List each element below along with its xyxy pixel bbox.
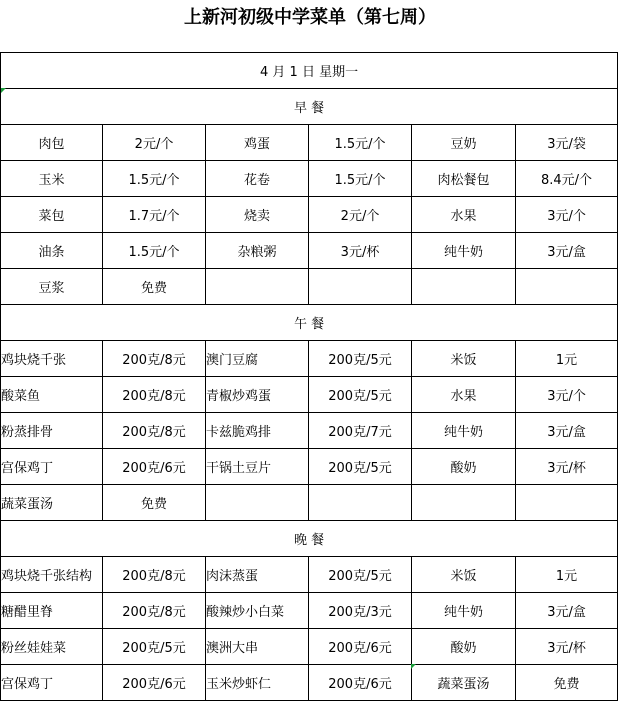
dish-name-cell: 粉蒸排骨	[1, 413, 103, 449]
dish-name-cell: 米饭	[412, 557, 516, 593]
dinner-heading: 晚 餐	[1, 521, 618, 557]
dish-name-cell: 鸡蛋	[206, 125, 309, 161]
dish-name-cell: 玉米	[1, 161, 103, 197]
dish-price-cell: 3元/个	[516, 197, 618, 233]
dish-name-cell: 鸡块烧千张结构	[1, 557, 103, 593]
dish-name-cell: 油条	[1, 233, 103, 269]
dinner-menu-row	[1, 557, 618, 593]
dish-name-cell: 纯牛奶	[412, 233, 516, 269]
dish-price-cell: 3元/盒	[516, 593, 618, 629]
lunch-menu-row	[1, 485, 618, 521]
cell-comment-marker	[411, 664, 416, 669]
dish-price-cell: 200克/7元	[309, 413, 412, 449]
lunch-menu-row	[1, 449, 618, 485]
dinner-heading-row	[1, 521, 618, 557]
dish-name-cell: 纯牛奶	[412, 593, 516, 629]
breakfast-menu-row	[1, 125, 618, 161]
dish-price-cell	[516, 269, 618, 305]
dinner-menu-row	[1, 593, 618, 629]
breakfast-heading-row	[1, 89, 618, 125]
dish-name-cell: 宫保鸡丁	[1, 665, 103, 701]
dinner-menu-row	[1, 629, 618, 665]
dish-price-cell: 1.5元/个	[309, 161, 412, 197]
dish-price-cell: 2元/个	[309, 197, 412, 233]
dish-price-cell: 200克/5元	[103, 629, 206, 665]
breakfast-menu-row	[1, 161, 618, 197]
dish-price-cell: 200克/8元	[103, 377, 206, 413]
lunch-menu-row	[1, 341, 618, 377]
dish-price-cell: 200克/5元	[309, 377, 412, 413]
dish-name-cell: 米饭	[412, 341, 516, 377]
breakfast-menu-row	[1, 197, 618, 233]
lunch-heading: 午 餐	[1, 305, 618, 341]
menu-table	[0, 52, 618, 701]
cell-comment-marker	[1, 88, 6, 93]
dish-price-cell: 200克/5元	[309, 557, 412, 593]
dinner-menu-row	[1, 665, 618, 701]
dish-price-cell: 200克/5元	[309, 341, 412, 377]
dish-name-cell	[412, 269, 516, 305]
dish-price-cell: 3元/盒	[516, 413, 618, 449]
dish-price-cell: 200克/6元	[103, 449, 206, 485]
dish-price-cell: 200克/3元	[309, 593, 412, 629]
dish-price-cell: 1元	[516, 341, 618, 377]
dish-name-cell: 烧卖	[206, 197, 309, 233]
dish-price-cell: 3元/盒	[516, 233, 618, 269]
dish-name-cell: 蔬菜蛋汤	[1, 485, 103, 521]
breakfast-heading: 早 餐	[1, 89, 618, 125]
dish-name-cell: 肉松餐包	[412, 161, 516, 197]
dish-price-cell: 3元/杯	[516, 449, 618, 485]
dish-price-cell: 1.7元/个	[103, 197, 206, 233]
dish-price-cell	[309, 269, 412, 305]
dish-name-cell: 菜包	[1, 197, 103, 233]
dish-name-cell: 豆奶	[412, 125, 516, 161]
dish-price-cell: 2元/个	[103, 125, 206, 161]
dish-name-cell: 宫保鸡丁	[1, 449, 103, 485]
lunch-heading-row	[1, 305, 618, 341]
dish-name-cell: 酸奶	[412, 629, 516, 665]
dish-price-cell: 200克/8元	[103, 593, 206, 629]
breakfast-menu-row	[1, 269, 618, 305]
dish-price-cell	[309, 485, 412, 521]
lunch-menu-row	[1, 377, 618, 413]
dish-price-cell: 免费	[103, 269, 206, 305]
dish-name-cell: 卡兹脆鸡排	[206, 413, 309, 449]
date-heading-row	[1, 53, 618, 89]
dish-name-cell: 花卷	[206, 161, 309, 197]
dish-name-cell: 酸奶	[412, 449, 516, 485]
dish-price-cell: 3元/袋	[516, 125, 618, 161]
dish-price-cell: 200克/6元	[309, 629, 412, 665]
dish-name-cell: 青椒炒鸡蛋	[206, 377, 309, 413]
dish-name-cell: 糖醋里脊	[1, 593, 103, 629]
dish-name-cell: 水果	[412, 197, 516, 233]
breakfast-menu-row	[1, 233, 618, 269]
dish-price-cell: 免费	[103, 485, 206, 521]
lunch-menu-row	[1, 413, 618, 449]
dish-name-cell: 澳门豆腐	[206, 341, 309, 377]
menu-title: 上新河初级中学菜单（第七周）	[184, 7, 436, 28]
dish-name-cell: 肉包	[1, 125, 103, 161]
dish-name-cell: 干锅土豆片	[206, 449, 309, 485]
dish-name-cell: 澳洲大串	[206, 629, 309, 665]
dish-price-cell: 3元/个	[516, 377, 618, 413]
dish-price-cell: 8.4元/个	[516, 161, 618, 197]
dish-price-cell: 1.5元/个	[309, 125, 412, 161]
dish-price-cell: 200克/6元	[309, 665, 412, 701]
dish-name-cell: 肉沫蒸蛋	[206, 557, 309, 593]
dish-name-cell	[412, 485, 516, 521]
date-heading: 4 月 1 日 星期一	[1, 53, 618, 89]
dish-price-cell: 1.5元/个	[103, 161, 206, 197]
dish-name-cell: 鸡块烧千张	[1, 341, 103, 377]
dish-price-cell	[516, 485, 618, 521]
dish-name-cell: 粉丝娃娃菜	[1, 629, 103, 665]
dish-price-cell: 1元	[516, 557, 618, 593]
dish-price-cell: 200克/6元	[103, 665, 206, 701]
dish-price-cell: 1.5元/个	[103, 233, 206, 269]
dish-name-cell: 豆浆	[1, 269, 103, 305]
dish-name-cell: 蔬菜蛋汤	[412, 665, 516, 701]
dish-price-cell: 3元/杯	[309, 233, 412, 269]
dish-name-cell: 纯牛奶	[412, 413, 516, 449]
dish-name-cell: 酸辣炒小白菜	[206, 593, 309, 629]
dish-name-cell	[206, 269, 309, 305]
dish-price-cell: 3元/杯	[516, 629, 618, 665]
dish-price-cell: 200克/8元	[103, 341, 206, 377]
dish-name-cell: 玉米炒虾仁	[206, 665, 309, 701]
dish-name-cell: 酸菜鱼	[1, 377, 103, 413]
dish-price-cell: 免费	[516, 665, 618, 701]
dish-name-cell: 杂粮粥	[206, 233, 309, 269]
dish-price-cell: 200克/5元	[309, 449, 412, 485]
dish-name-cell: 水果	[412, 377, 516, 413]
dish-name-cell	[206, 485, 309, 521]
dish-price-cell: 200克/8元	[103, 413, 206, 449]
dish-price-cell: 200克/8元	[103, 557, 206, 593]
